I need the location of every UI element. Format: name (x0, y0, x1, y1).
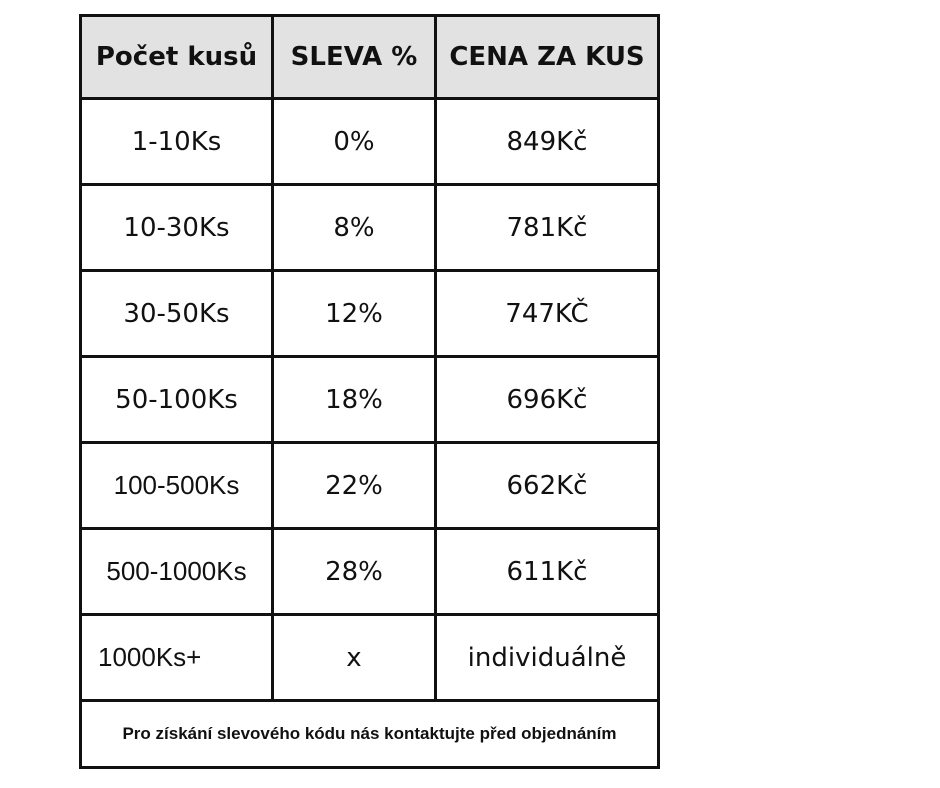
header-quantity: Počet kusů (81, 16, 273, 99)
cell-discount: x (273, 615, 436, 701)
cell-discount: 0% (273, 99, 436, 185)
cell-quantity: 10-30Ks (81, 185, 273, 271)
table-row (81, 529, 659, 615)
cell-price: individuálně (436, 615, 659, 701)
header-unit-price: CENA ZA KUS (436, 16, 659, 99)
cell-quantity: 100-500Ks (81, 443, 273, 529)
table-row (81, 271, 659, 357)
table-header-row (81, 16, 659, 99)
cell-price: 696Kč (436, 357, 659, 443)
cell-quantity: 500-1000Ks (81, 529, 273, 615)
cell-discount: 18% (273, 357, 436, 443)
table-row (81, 99, 659, 185)
cell-discount: 8% (273, 185, 436, 271)
header-discount: SLEVA % (273, 16, 436, 99)
cell-price: 849Kč (436, 99, 659, 185)
cell-price: 611Kč (436, 529, 659, 615)
cell-quantity: 1-10Ks (81, 99, 273, 185)
cell-price: 662Kč (436, 443, 659, 529)
cell-discount: 12% (273, 271, 436, 357)
table-row (81, 615, 659, 701)
discount-code-note: Pro získání slevového kódu nás kontaktujte před objednáním (81, 701, 659, 768)
cell-quantity: 1000Ks+ (81, 615, 273, 701)
cell-discount: 28% (273, 529, 436, 615)
table-row (81, 357, 659, 443)
cell-price: 781Kč (436, 185, 659, 271)
cell-discount: 22% (273, 443, 436, 529)
table-row (81, 185, 659, 271)
cell-quantity: 30-50Ks (81, 271, 273, 357)
price-discount-table (79, 14, 660, 769)
table-row (81, 443, 659, 529)
cell-quantity: 50-100Ks (81, 357, 273, 443)
cell-price: 747KČ (436, 271, 659, 357)
table-footer-row (81, 701, 659, 768)
